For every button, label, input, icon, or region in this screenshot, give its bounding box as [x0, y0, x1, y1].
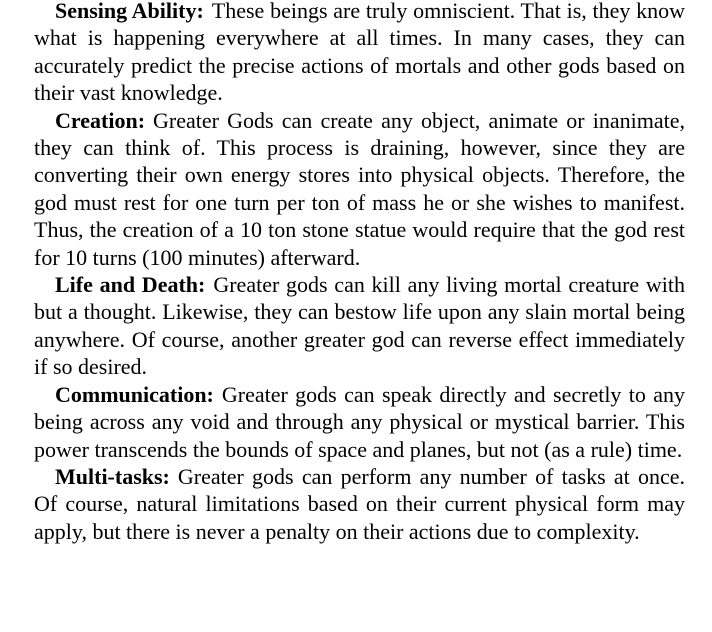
term-life-and-death: Life and Death:	[55, 272, 206, 298]
text-multi-tasks: Greater gods can perform any number of tasks at once. Of course, natural limitations based on their current physical form may apply, but there is never a penalty on their actions due to complexity.	[34, 463, 685, 544]
term-creation: Creation:	[55, 107, 146, 133]
paragraph-communication	[34, 381, 685, 463]
paragraph-life-and-death	[34, 271, 685, 381]
text-creation: Greater Gods can create any object, animate or inanimate, they can think of. This process is draining, however, since they are converting their own energy stores into physical objects. Therefore, the god must rest for one turn per ton of mass he or she wishes to manifest. Thus, the creation of a 10 ton stone statue would require that the god rest for 10 turns (100 minutes) afterward.	[34, 107, 685, 270]
text-life-and-death: Greater gods can kill any living mortal creature with but a thought. Likewise, they can bestow life upon any slain mortal being anywhere. Of course, another greater god can reverse effect immediately if so desired.	[34, 272, 685, 380]
paragraph-sensing-ability	[34, 0, 685, 107]
paragraph-creation	[34, 107, 685, 271]
paragraph-multi-tasks	[34, 463, 685, 545]
text-communication: Greater gods can speak directly and secretly to any being across any void and through any physical or mystical barrier. This power transcends the bounds of space and planes, but not (as a rule) time.	[34, 381, 685, 462]
term-multi-tasks: Multi-tasks:	[55, 463, 170, 489]
term-sensing-ability: Sensing Ability:	[55, 0, 204, 23]
term-communication: Communication:	[55, 381, 214, 407]
text-sensing-ability: These beings are truly omniscient. That is, they know what is happening everywhere at all times. In many cases, they can accurately predict the precise actions of mortals and other gods based on their vast knowledge.	[34, 0, 685, 106]
